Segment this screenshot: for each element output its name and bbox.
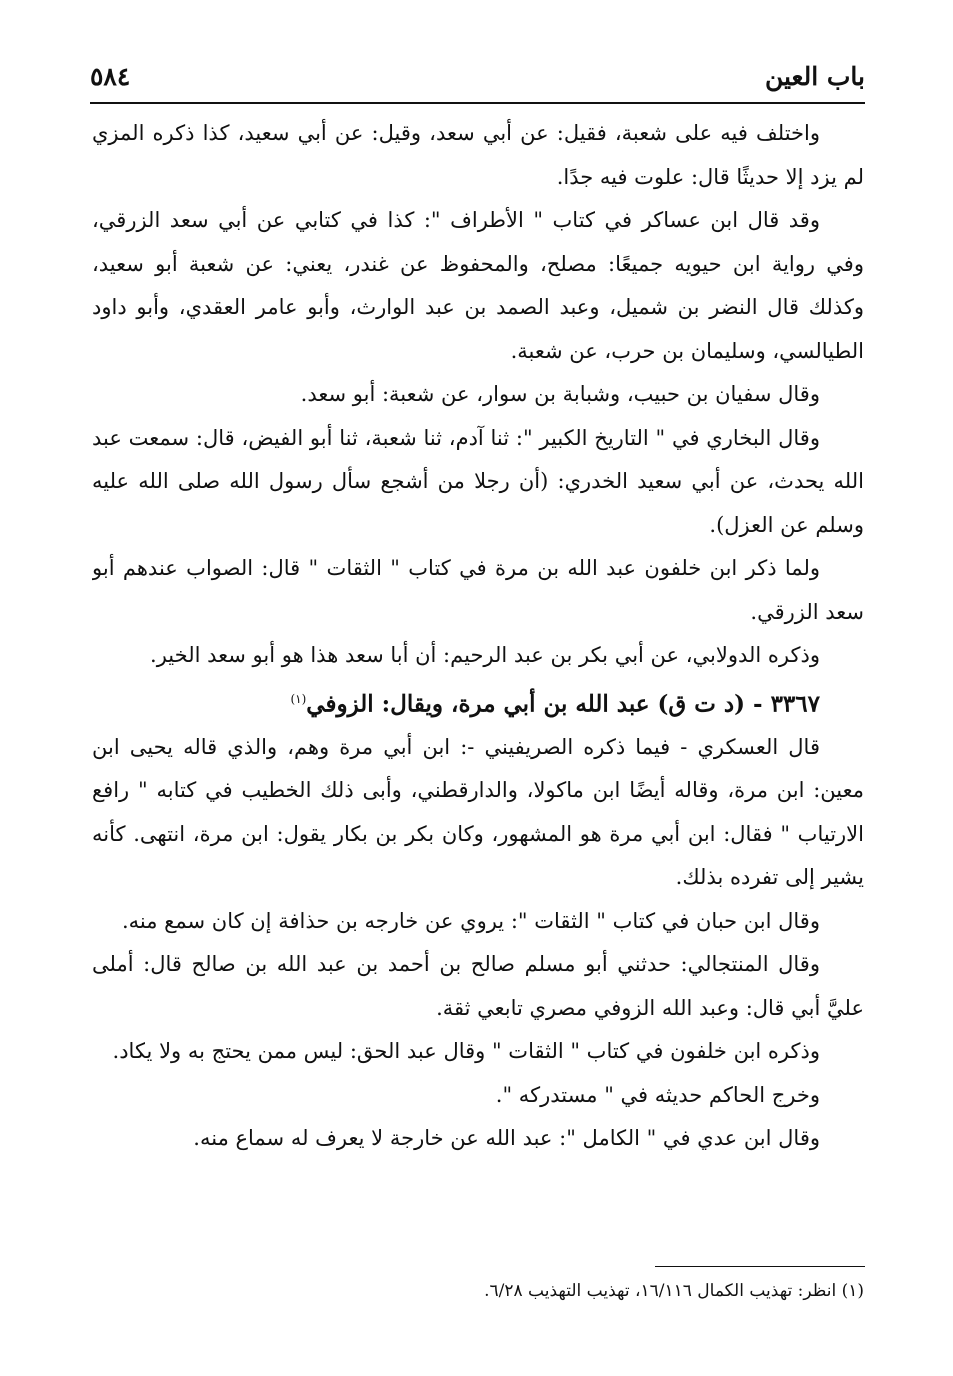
main-text [92, 112, 864, 1252]
paragraph: وقد قال ابن عساكر في كتاب " الأطراف ": كذا في كتابي عن أبي سعد الزرقي، وفي رواية ابن حيويه جميعًا: مصلح، والمحفوظ عن غندر، يعني: عن شعبة أبو سعيد، وكذلك قال النضر بن شميل، وعبد الصمد بن عبد الوارث، وأبو عامر العقدي، وأبو داود الطيالسي، وسليمان بن حرب، عن شعبة. [92, 208, 864, 363]
paragraph: وقال ابن حبان في كتاب " الثقات ": يروي عن خارجه بن حذافة إن كان سمع منه. [121, 908, 820, 933]
entry-title: ٣٣٦٧ - (د ت ق) عبد الله بن أبي مرة، ويقال: الزوفي [306, 690, 820, 718]
page-number: ٥٨٤ [90, 62, 131, 91]
paragraph: واختلف فيه على شعبة، فقيل: عن أبي سعد، وقيل: عن أبي سعيد، كذا ذكره المزي لم يزد إلا حديثًا قال: علوت فيه جدًا. [92, 121, 864, 189]
paragraph: ولما ذكر ابن خلفون عبد الله بن مرة في كتاب " الثقات " قال: الصواب عندهم أبو سعد الزرقي. [92, 556, 864, 624]
footnote: (١) انظر: تهذيب الكمال ١٦/١١٦، تهذيب التهذيب ٦/٢٨. [484, 1281, 864, 1301]
running-header [90, 58, 865, 98]
paragraph: وذكره الدولابي، عن أبي بكر بن عبد الرحيم: أن أبا سعد هذا هو أبو سعد الخير. [150, 643, 820, 667]
footnote-marker: (١) [290, 691, 307, 706]
footnote-rule [655, 1266, 865, 1267]
header-rule [90, 102, 865, 104]
paragraph: وقال المنتجالي: حدثني أبو مسلم صالح بن أحمد بن عبد الله بن صالح قال: أملى عليَّ أبي قال: وعبد الله الزوفي مصري تابعي ثقة. [92, 952, 864, 1020]
paragraph: وخرج الحاكم حديثه في " مستدركه ". [495, 1082, 820, 1107]
paragraph: وقال البخاري في " التاريخ الكبير ": ثنا آدم، ثنا شعبة، ثنا أبو الفيض، قال: سمعت عبد الله يحدث، عن أبي سعيد الخدري: (أن رجلا من أشجع سأل رسول الله صلى الله عليه وسلم عن العزل). [92, 425, 864, 537]
paragraph: وقال ابن عدي في " الكامل ": عبد الله عن خارجة لا يعرف له سماع منه. [193, 1126, 820, 1151]
entry-heading [92, 678, 864, 726]
paragraph: وذكره ابن خلفون في كتاب " الثقات " وقال عبد الحق: ليس ممن يحتج به ولا يكاد. [112, 1039, 820, 1064]
chapter-title: باب العين [764, 62, 865, 91]
paragraph: وقال سفيان بن حبيب، وشبابة بن سوار، عن شعبة: أبو سعد. [300, 382, 820, 406]
paragraph: قال العسكري - فيما ذكره الصريفيني -: ابن أبي مرة وهم، والذي قاله يحيى ابن معين: ابن مرة، وقاله أيضًا ابن ماكولا، والدارقطني، وأبى ذلك الخطيب في كتابه " رافع الارتياب " فقال: ابن أبي مرة هو المشهور، وكان بكر بن بكار يقول: ابن مرة، انتهى. كأنه يشير إلى تفرده بذلك. [92, 734, 864, 890]
